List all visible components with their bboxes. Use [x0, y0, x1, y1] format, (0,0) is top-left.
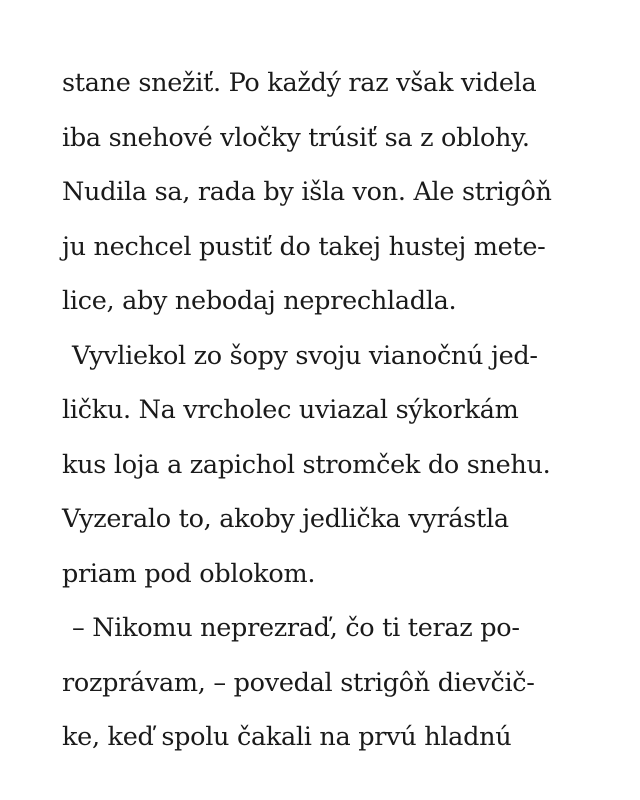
text-line: priam pod oblokom.: [62, 558, 316, 589]
text-line: rozprávam, – povedal strigôň dievčič-: [62, 667, 535, 698]
text-line: Vyvliekol zo šopy svoju vianočnú jed-: [72, 340, 538, 371]
text-line: iba snehové vločky trúsiť sa z oblohy.: [62, 122, 530, 153]
text-line: Vyzeralo to, akoby jedlička vyrástla: [62, 504, 509, 534]
text-line: – Nikomu neprezraď, čo ti teraz po-: [72, 613, 520, 643]
text-line: ke, keď spolu čakali na prvú hladnú: [62, 722, 512, 752]
text-line: stane snežiť. Po každý raz však videla: [62, 68, 537, 98]
page-text: [62, 56, 582, 765]
text-line: kus loja a zapichol stromček do snehu.: [62, 449, 551, 480]
text-line: Nudila sa, rada by išla von. Ale strigôň: [62, 177, 552, 207]
text-line: lice, aby nebodaj neprechladla.: [62, 286, 457, 316]
text-line: ju nechcel pustiť do takej hustej mete-: [62, 231, 546, 262]
text-line: ličku. Na vrcholec uviazal sýkorkám: [62, 395, 519, 425]
